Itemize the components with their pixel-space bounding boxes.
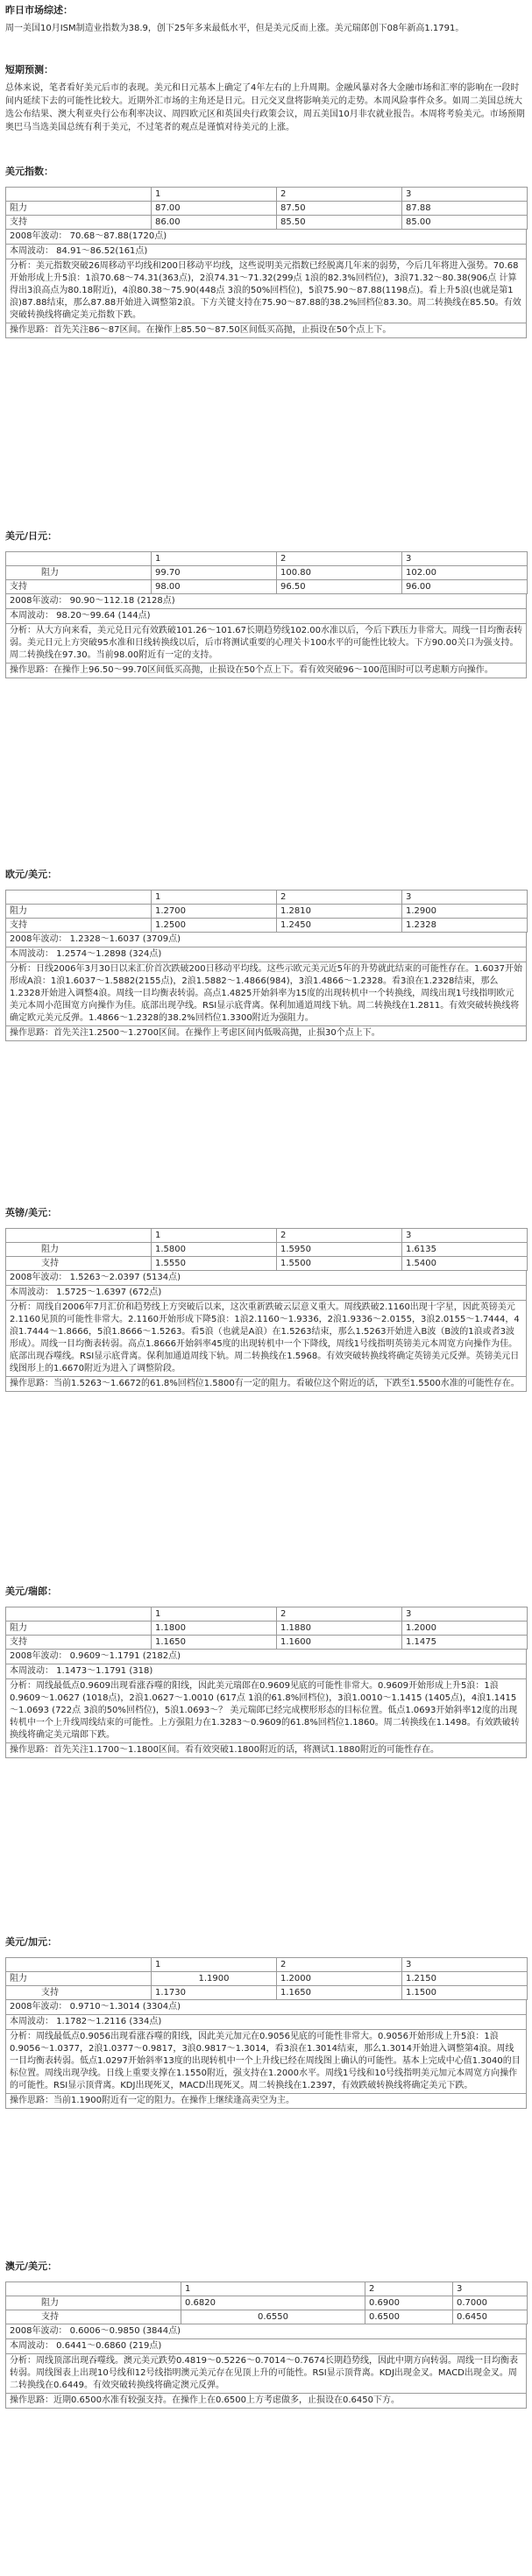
operation-text: 操作思路：当前1.5263～1.6672的61.8%回档位1.5800有一定的阻力。看破位这个附近的话，下跌至1.5500水准的可能性存在。 (5, 1377, 527, 1392)
year-range: 2008年波动： 0.9710～1.3014 (3304点) (5, 2000, 527, 2015)
table-row (6, 202, 528, 216)
table-cell: 0.6450 (453, 2310, 528, 2324)
header-cell (6, 891, 152, 905)
section-gbp-usd (5, 1206, 527, 1392)
header-cell: 3 (402, 552, 528, 566)
section-title: 美元指数： (5, 166, 53, 177)
table-cell: 87.88 (402, 202, 528, 216)
table-row (6, 1257, 528, 1271)
price-table (5, 551, 528, 594)
operation-text: 操作思路：在操作上96.50～99.70区间低买高抛，止损设在50个点上下。看有效突破96～100范围时可以考虑顺方向操作。 (5, 664, 527, 678)
header-cell: 2 (277, 188, 402, 202)
table-cell: 1.2810 (277, 905, 402, 919)
market-review (5, 4, 527, 35)
header-cell (6, 1229, 152, 1243)
header-cell: 2 (277, 1958, 402, 1972)
table-row (6, 1972, 528, 1986)
table-cell: 1.2700 (152, 905, 277, 919)
table-cell: 96.50 (277, 580, 402, 594)
header-cell: 1 (152, 188, 277, 202)
table-cell: 1.2900 (402, 905, 528, 919)
header-cell: 3 (402, 1607, 528, 1622)
table-cell: 1.5950 (277, 1243, 402, 1257)
section-usd-cad (5, 1935, 527, 2109)
week-range: 本周波动： 1.5725～1.6397 (672点) (5, 1286, 527, 1301)
price-table (5, 1607, 528, 1650)
header-cell: 3 (402, 188, 528, 202)
header-cell (6, 188, 152, 202)
table-row (6, 1622, 528, 1636)
header-cell (6, 552, 152, 566)
operation-text: 操作思路：当前1.1900附近有一定的阻力。在操作上继续逢高卖空为主。 (5, 2094, 527, 2109)
header-cell: 2 (277, 552, 402, 566)
header-cell: 1 (152, 1607, 277, 1622)
row-label: 支持 (6, 580, 152, 594)
section-title: 英镑/美元： (5, 1207, 58, 1218)
analysis-text: 分析：日线2006年3月30日以来汇价首次跌破200日移动平均线。这些示欧元美元近5年的升势就此结束的可能性存在。1.6037开始形成A浪：1浪1.6037～1.5882(2155点)，2浪1.5882～1.4866(984)，3浪1.4866～1.2328。看3浪在1.2328结束，那么1.2328开始进入调整4浪。周线一目均衡表转弱。高点1.4825开始斜率为15度的出现转机中一个转换线，周线出现1号线指明欧元美元本周小范围宽方向操作为佳。底部出现孕线。RSI显示底背离。保利加通道周线下轨。周二转换线在1.2811。有效突破转换线将确定欧元美元反弹。1.4866～1.2328的38.2%回档位1.3300附近为强阻力。 (5, 962, 527, 1026)
table-cell: 1.1475 (402, 1636, 528, 1650)
table-cell: 1.1880 (277, 1622, 402, 1636)
table-cell: 1.1650 (152, 1636, 277, 1650)
year-range: 2008年波动： 1.5263～2.0397 (5134点) (5, 1271, 527, 1286)
header-cell (6, 2282, 181, 2296)
short-term-text: 总体来说，笔者看好美元后市的表现。美元和日元基本上确定了4年左右的上升周期。金融风暴对各大金融市场和汇率的影响在一段时间内延续下去的可能性比较大。近期外汇市场的主角还是日元。日元交叉盘将影响美元的走势。本周风险事件众多。如周二美国总统大选公布结果、澳大利亚央行公布利率决议、周四欧元区和英国央行政策会议，周五美国10月非农就业报告。本周将考验美元。市场预期奥巴马当选美国总统有利于美元，不过笔者的观点是谨慎对待美元的上涨。 (5, 83, 525, 132)
analysis-text: 分析：周线最低点0.9609出现看涨吞噬的阳线，因此美元瑞郎在0.9609见底的可能性非常大。0.9609开始形成上升5浪：1浪0.9609～1.0627 (1018点)，2浪1.0627～1.0010 (617点 1浪的61.8%回档位)，3浪1.0010～1.1415 (1405点)，4浪1.1415～1.0693 (722点 3浪的50%回档位)，5浪1.0693～？ 美元瑞郎已经完成楔形形态的目标位置。低点1.0693开始斜率12度的出现转机中一个上升线周线结束的可能性。上方强阻力在1.3283～0.9609的61.8%回档位1.1860。周二转换线在1.1498。有效跌破转换线将确定美元瑞郎下跌。 (5, 1679, 527, 1743)
table-row (6, 1243, 528, 1257)
price-table (5, 187, 528, 230)
row-label: 支持 (6, 1257, 152, 1271)
section-title: 澳元/美元： (5, 2260, 58, 2272)
header-cell: 2 (277, 891, 402, 905)
table-cell: 1.1600 (277, 1636, 402, 1650)
table-row (6, 566, 528, 580)
table-cell: 1.5550 (152, 1257, 277, 1271)
section-aud-usd (5, 2260, 527, 2409)
week-range: 本周波动： 98.20～99.64 (144点) (5, 609, 527, 624)
table-row (6, 2310, 528, 2324)
week-range: 本周波动： 1.1473～1.1791 (318) (5, 1664, 527, 1679)
row-label: 支持 (6, 1636, 152, 1650)
table-row (6, 1986, 528, 2000)
header-cell: 1 (152, 891, 277, 905)
table-cell: 1.1800 (152, 1622, 277, 1636)
table-row (6, 919, 528, 933)
section-title: 欧元/美元： (5, 869, 58, 880)
table-cell: 87.50 (277, 202, 402, 216)
section-usd-chf (5, 1585, 527, 1758)
table-cell: 1.5400 (402, 1257, 528, 1271)
row-label: 阻力 (6, 1622, 152, 1636)
header-cell: 3 (453, 2282, 528, 2296)
operation-text: 操作思路：首先关注1.1700～1.1800区间。看有效突破1.1800附近的话，将测试1.1880附近的可能性存在。 (5, 1743, 527, 1758)
year-range: 2008年波动： 90.90～112.18 (2128点) (5, 594, 527, 609)
price-table (5, 1957, 528, 2000)
header-cell: 2 (277, 1229, 402, 1243)
row-label: 阻力 (6, 2296, 181, 2310)
table-cell: 98.00 (152, 580, 277, 594)
row-label: 支持 (6, 919, 152, 933)
table-cell: 87.00 (152, 202, 277, 216)
table-header-row (6, 552, 528, 566)
row-label: 支持 (6, 216, 152, 230)
section-eur-usd (5, 868, 527, 1041)
table-cell: 0.6550 (181, 2310, 365, 2324)
header-cell (6, 1958, 152, 1972)
table-cell: 0.6820 (181, 2296, 365, 2310)
analysis-text: 分析：美元指数突破26周移动平均线和200日移动平均线，这些说明美元指数已经脱离几年来的弱势，今后几年将进入强势。70.68开始形成上升5浪：1浪70.68～74.31(363点)，2浪74.31～71.32(299点 1浪的82.3%回档位)，3浪71.32～80.38(906点 计算得出3浪高点为80.18附近)，4浪80.38～75.90(448点 3浪的50%回档位)，5浪75.90～87.88(1198点)。看上升5浪(也就是第1浪)87.88结束，那么87.88开始进入调整第2浪。下方关键支持在75.90～87.88的38.2%回档位83.30。周二转换线在85.50。有效突破转换线将确定美元指数下跌。 (5, 259, 527, 323)
analysis-text: 分析：从大方向来看，美元兑日元有效跌破101.26～101.67长期趋势线102.00水准以后，今后下跌压力非常大。周线一目均衡表转弱。美元日元上方突破95水准和日线转换线以后，后市将测试重要的心理关卡100水平的可能性比较大。下方90.00关口为强支持。周二转换线在97.30。当前98.00附近有一定的支持。 (5, 624, 527, 664)
table-row (6, 905, 528, 919)
section-title: 美元/加元： (5, 1936, 58, 1948)
header-cell: 1 (181, 2282, 365, 2296)
week-range: 本周波动： 1.1782～1.2116 (334点) (5, 2015, 527, 2030)
year-range: 2008年波动： 1.2328～1.6037 (3709点) (5, 933, 527, 947)
table-cell: 96.00 (402, 580, 528, 594)
table-cell: 100.80 (277, 566, 402, 580)
price-table (5, 890, 528, 933)
table-cell: 85.50 (277, 216, 402, 230)
table-cell: 1.5800 (152, 1243, 277, 1257)
table-cell: 1.2000 (402, 1622, 528, 1636)
row-label: 支持 (6, 1986, 152, 2000)
table-header-row (6, 2282, 528, 2296)
table-cell: 1.1900 (152, 1972, 277, 1986)
row-label: 阻力 (6, 566, 152, 580)
table-cell: 0.7000 (453, 2296, 528, 2310)
table-cell: 102.00 (402, 566, 528, 580)
table-cell: 1.1650 (277, 1986, 402, 2000)
table-cell: 1.5500 (277, 1257, 402, 1271)
year-range: 2008年波动： 70.68～87.88(1720点) (5, 230, 527, 245)
table-cell: 0.6500 (365, 2310, 453, 2324)
year-range: 2008年波动： 0.9609～1.1791 (2182点) (5, 1650, 527, 1664)
header-cell: 2 (365, 2282, 453, 2296)
table-header-row (6, 1229, 528, 1243)
table-cell: 0.6900 (365, 2296, 453, 2310)
operation-text: 操作思路：首先关注1.2500～1.2700区间。在操作上考虑区间内低吸高抛，止损30个点上下。 (5, 1026, 527, 1041)
header-cell: 1 (152, 1229, 277, 1243)
header-cell: 3 (402, 1229, 528, 1243)
analysis-text: 分析：周线顶部出现吞噬线。澳元美元跌势0.4819～0.5226～0.7014～0.7674长期趋势线，因此中期方向转弱。周线一目均衡表转弱。周线图表上出现10号线和12号线指明澳元美元存在见顶上升的可能性。RSI显示顶背离。KDJ出现金叉。MACD出现金叉。周二转换线在0.6449。有效突破转换线将确定澳元反弹。 (5, 2354, 527, 2394)
table-cell: 1.6135 (402, 1243, 528, 1257)
header-cell: 2 (277, 1607, 402, 1622)
price-table (5, 2281, 528, 2324)
header-cell (6, 1607, 152, 1622)
section-title: 美元/瑞郎： (5, 1586, 58, 1597)
week-range: 本周波动： 0.6441～0.6860 (219点) (5, 2339, 527, 2354)
short-term-forecast (5, 63, 527, 134)
table-row (6, 1636, 528, 1650)
week-range: 本周波动： 1.2574～1.2898 (324点) (5, 947, 527, 962)
section-usd-index (5, 165, 527, 338)
table-row (6, 580, 528, 594)
operation-text: 操作思路：首先关注86～87区间。在操作上85.50～87.50区间低买高抛，止损设在50个点上下。 (5, 323, 527, 338)
row-label: 阻力 (6, 202, 152, 216)
year-range: 2008年波动： 0.6006～0.9850 (3844点) (5, 2324, 527, 2339)
table-header-row (6, 188, 528, 202)
row-label: 阻力 (6, 905, 152, 919)
table-row (6, 216, 528, 230)
price-table (5, 1228, 528, 1271)
table-cell: 1.2150 (402, 1972, 528, 1986)
section-usd-jpy (5, 529, 527, 678)
market-review-text: 周一美国10月ISM制造业指数为38.9，创下25年多来最低水平，但是美元反而上涨。美元瑞郎创下08年新高1.1791。 (5, 24, 465, 33)
section-title: 美元/日元： (5, 530, 58, 542)
table-row (6, 2296, 528, 2310)
table-header-row (6, 1607, 528, 1622)
table-cell: 99.70 (152, 566, 277, 580)
table-header-row (6, 1958, 528, 1972)
short-term-heading: 短期预测： (5, 64, 53, 75)
analysis-text: 分析：周线自2006年7月汇价和趋势线上方突破后以来，这次重新跌破云层意义重大。周线跌破2.1160出现十字星，因此英镑美元2.1160见顶的可能性非常大。2.1160开始形成下降5浪：1浪2.1160～1.9336，2浪1.9336～2.0155，3浪2.0155～1.7444，4浪1.7444～1.8666，5浪1.8666～1.5263。看5浪（也就是A浪）在1.5263结束，那么1.5263开始进入B波（B波的1浪或者3波形成）。周线一目均衡表转弱。高点1.8666开始斜率45度的出现转机中一个下降线，周线1号线指明英镑美元本周宽方向操作为佳。底部出现吞噬线。RSI显示底背离。保利加通道周线下轨。周二转换线在1.5968。有效突破转换线将确定英镑美元反弹。英镑美元日线图形上的1.6670附近为进入了调整阶段。 (5, 1301, 527, 1377)
table-cell: 1.1730 (152, 1986, 277, 2000)
header-cell: 3 (402, 1958, 528, 1972)
week-range: 本周波动： 84.91～86.52(161点) (5, 245, 527, 259)
table-cell: 85.00 (402, 216, 528, 230)
header-cell: 3 (402, 891, 528, 905)
table-header-row (6, 891, 528, 905)
row-label: 阻力 (6, 1972, 152, 1986)
table-cell: 1.2450 (277, 919, 402, 933)
table-cell: 1.2000 (277, 1972, 402, 1986)
row-label: 支持 (6, 2310, 181, 2324)
header-cell: 1 (152, 1958, 277, 1972)
table-cell: 86.00 (152, 216, 277, 230)
analysis-text: 分析：周线最低点0.9056出现看涨吞噬的阳线，因此美元加元在0.9056见底的可能性非常大。0.9056开始形成上升5浪：1浪0.9056～1.0377，2浪1.0377～0.9817，3浪0.9817～1.3014，看3浪在1.3014结束，那么1.3014开始进入调整第4浪。周线一目均衡表转弱。低点1.0297开始斜率13度的出现转机中一个上升线已经在周线图上确认的可能性。基本上完成中心值1.3040的目标位置。周线出现孕线。日线上重要支撑在1.1550附近，强支持在1.2000水平。周线1号线和10号线指明美元加元本周宽方向操作的可能性。RSI显示顶背离。KDJ出现死叉，MACD出现死叉。周二转换线在1.2397，有效跌破转换线将确定美元下跌。 (5, 2030, 527, 2094)
row-label: 阻力 (6, 1243, 152, 1257)
market-review-heading: 昨日市场综述： (5, 4, 73, 16)
table-cell: 1.2500 (152, 919, 277, 933)
table-cell: 1.1500 (402, 1986, 528, 2000)
table-cell: 1.2328 (402, 919, 528, 933)
header-cell: 1 (152, 552, 277, 566)
operation-text: 操作思路：近期0.6500水准有较强支持。在操作上在0.6500上方考虑做多，止损设在0.6450下方。 (5, 2394, 527, 2409)
